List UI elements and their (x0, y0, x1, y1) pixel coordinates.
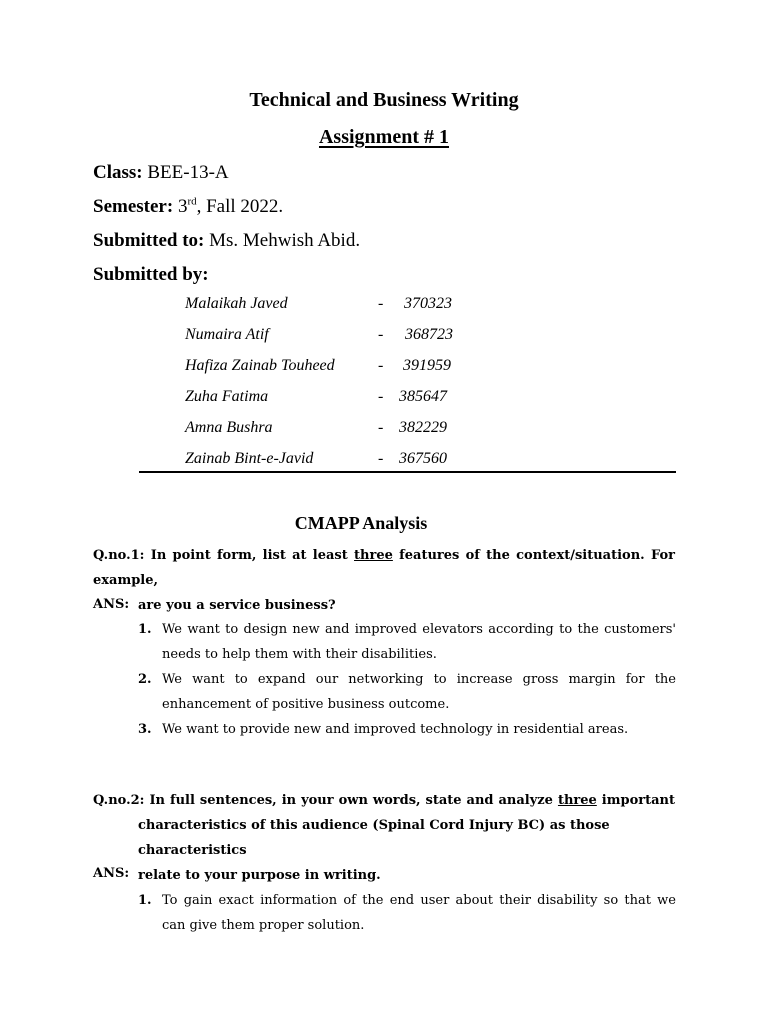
emphasis: three (557, 793, 597, 808)
semester-term: , Fall 2022. (196, 196, 284, 217)
member-name: Amna Bushra (185, 419, 273, 436)
member-row (185, 326, 485, 357)
question-1-line-2: are you a service business? (138, 598, 336, 613)
question-text: important (596, 793, 675, 808)
list-item-text: We want to design new and improved elevators according to the customers' needs to help them with their disabilities. (162, 622, 676, 662)
question-1 (93, 543, 675, 618)
semester-ordinal: rd (187, 195, 197, 208)
submitted-to-value: Ms. Mehwish Abid. (204, 230, 361, 251)
member-name: Hafiza Zainab Touheed (185, 357, 335, 374)
submitted-by-label: Submitted by: (93, 264, 209, 285)
member-name: Malaikah Javed (185, 295, 288, 312)
question-text: features of the context/situation. For example, (93, 548, 675, 588)
member-dash: - (378, 357, 384, 374)
answer-list (138, 617, 676, 742)
question-1-line-1 (93, 543, 675, 593)
list-item (138, 667, 676, 717)
member-name: Zuha Fatima (185, 388, 269, 405)
question-text: In point form, list at least (144, 548, 355, 563)
class-value: BEE-13-A (142, 162, 229, 183)
member-id: 382229 (399, 419, 447, 436)
section-heading: CMAPP Analysis (294, 513, 428, 533)
member-dash: - (378, 419, 384, 436)
member-row (185, 295, 485, 326)
list-item-number: 1. (138, 622, 152, 637)
member-id: 368723 (405, 326, 453, 343)
question-2-line-1 (93, 788, 675, 813)
class-line (93, 162, 229, 184)
question-2-line-3: relate to your purpose in writing. (138, 868, 381, 883)
class-label: Class: (93, 162, 143, 183)
list-item-number: 3. (138, 722, 152, 737)
member-dash: - (378, 450, 384, 467)
question-2 (93, 788, 675, 888)
assignment-subtitle: Assignment # 1 (318, 126, 449, 148)
member-dash: - (378, 295, 384, 312)
member-list (185, 295, 485, 481)
list-item-text: To gain exact information of the end user about their disability so that we can give them proper solution. (162, 893, 676, 933)
list-item-text: We want to expand our networking to increase gross margin for the enhancement of positive business outcome. (162, 672, 676, 712)
member-row (185, 357, 485, 388)
list-item (138, 717, 676, 742)
member-row (185, 388, 485, 419)
member-name: Zainab Bint-e-Javid (185, 450, 314, 467)
list-item-text: We want to provide new and improved technology in residential areas. (162, 722, 629, 737)
answer-label: ANS: (93, 597, 130, 612)
list-item (138, 888, 676, 938)
member-id: 391959 (403, 357, 451, 374)
member-row (185, 419, 485, 450)
member-dash: - (378, 326, 384, 343)
question-number: Q.no.2: (93, 793, 145, 808)
list-item-number: 1. (138, 893, 152, 908)
semester-line (93, 196, 283, 218)
list-item-number: 2. (138, 672, 152, 687)
semester-value: 3 (173, 196, 188, 217)
question-text: In full sentences, in your own words, state and analyze (144, 793, 558, 808)
member-dash: - (378, 388, 384, 405)
page-title: Technical and Business Writing (249, 89, 519, 111)
question-2-line-2: characteristics of this audience (Spinal Cord Injury BC) as those characteristics (138, 818, 610, 858)
semester-label: Semester: (93, 196, 174, 217)
list-item (138, 617, 676, 667)
answer-label: ANS: (93, 866, 130, 881)
member-id: 385647 (399, 388, 447, 405)
submitted-to-label: Submitted to: (93, 230, 205, 251)
submitted-to-line (93, 230, 360, 252)
member-name: Numaira Atif (185, 326, 269, 343)
emphasis: three (354, 548, 393, 563)
member-id: 367560 (399, 450, 447, 467)
answer-list (138, 888, 676, 938)
question-number: Q.no.1: (93, 548, 145, 563)
horizontal-divider (139, 471, 676, 473)
member-id: 370323 (404, 295, 452, 312)
member-row (185, 450, 485, 481)
